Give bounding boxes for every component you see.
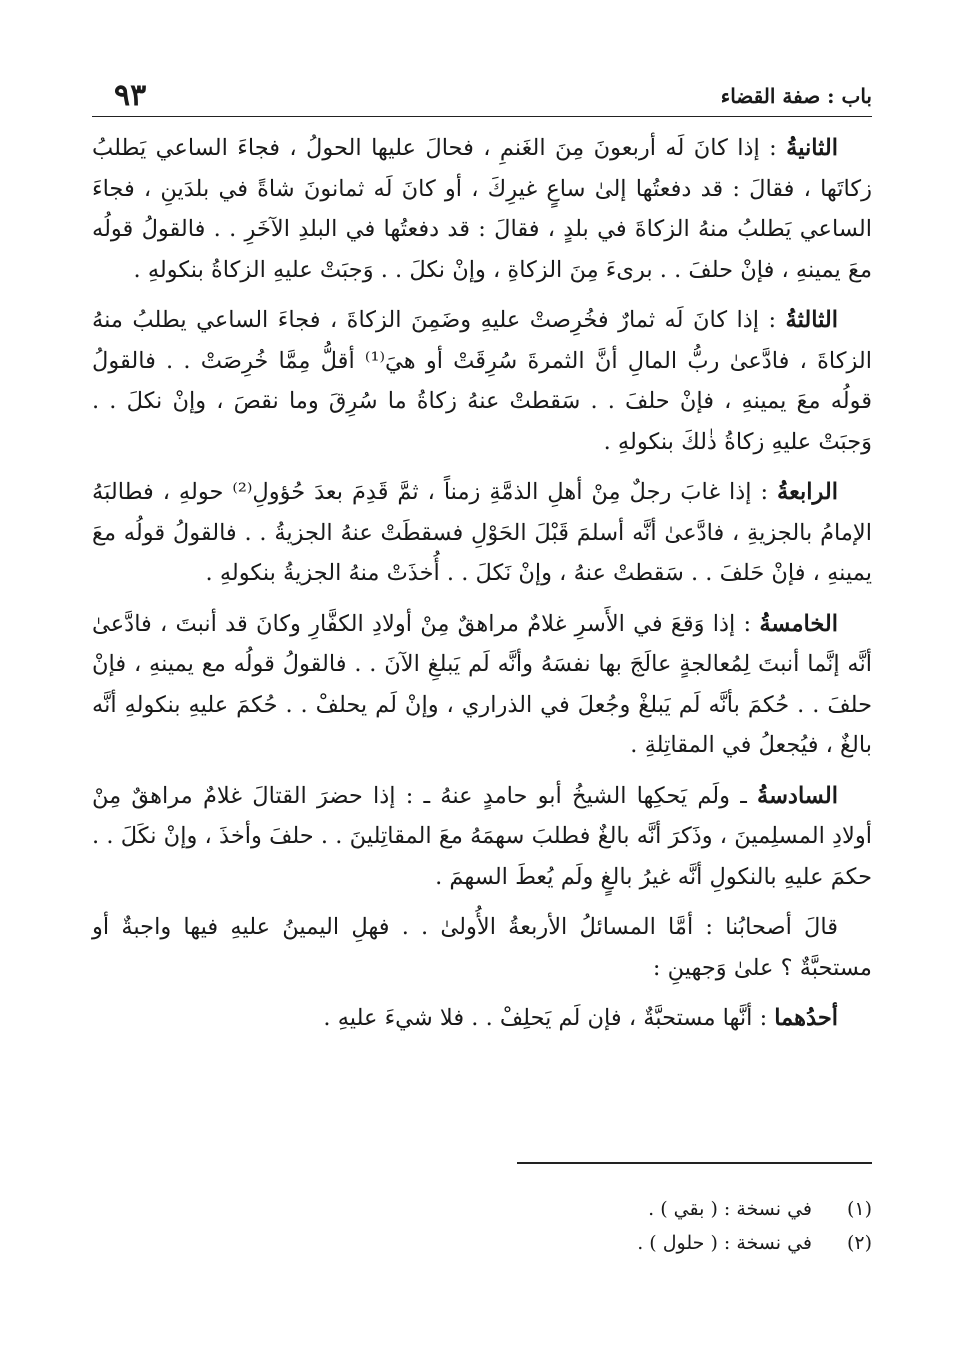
paragraph-text: ـ ولَم يَحكِها الشيخُ أبو حامدٍ عنهُ ـ : إذا حضرَ القتالَ غلامٌ مراهقٌ مِنْ أولادِ المسلِمينَ ، وذَكرَ أنَّه بالغٌ فطلبَ سهمَهُ معَ المقاتِلينَ . . حلفَ وأخذَ ، وإنْ نكَلَ . . حكمَ عليهِ بالنكولِ أنَّه غيرُ بالغٍ ولَم يُعطَ السهمَ .: [92, 782, 872, 890]
footnote-number: (٢): [846, 1232, 872, 1254]
paragraph-text: : أنَّها مستحبَّةٌ ، فإن لَم يَحلِفْ . . فلا شيءَ عليهِ .: [323, 1005, 775, 1031]
page-number: ٩٣: [114, 78, 147, 113]
case-term: الثالثةُ: [785, 307, 838, 333]
chapter-title: باب : صفة القضاء: [720, 84, 872, 108]
paragraph-first-view: [92, 998, 872, 1039]
case-term: السادسةُ: [757, 782, 838, 809]
footnote-text: في نسخة : ( حلول ) .: [637, 1232, 812, 1254]
paragraph-text: قالَ أصحابُنا : أمَّا المسائلُ الأربعةُ الأُولىٰ . . فهلِ اليمينُ عليهِ فيها واجبةٌ أو مستحبَّةٌ ؟ علىٰ وَجهينِ :: [92, 914, 872, 981]
case-term: الثانيةُ: [786, 135, 838, 161]
footnote-number: (١): [846, 1198, 872, 1220]
paragraph-companions-opinion: [92, 907, 872, 988]
case-term: الرابعةُ: [777, 479, 838, 505]
paragraph-third-case: [92, 300, 872, 462]
paragraph-text: : إذا كانَ لَه ثمارٌ فخُرِصتْ عليهِ وضَمِنَ الزكاةَ ، فجاءَ الساعي يطلبُ منهُ الزكاةَ ، فادَّعىٰ ربُّ المالِ أنَّ الثمرةَ سُرِقَتْ أو هيَ⁽¹⁾ أقلُّ مِمَّا خُرِصَتْ . . فالقولُ قولُه معَ يمينهِ ، فإنْ حلفَ . . سَقطتْ عنهُ زكاةُ ما سُرِقَ وما نقصَ ، وإنْ نكلَ . . وَجبَتْ عليهِ زكاةُ ذٰلكَ بنكولهِ .: [92, 307, 872, 455]
paragraph-text: : إذا غابَ رجلٌ مِنْ أهلِ الذمَّةِ زمناً ، ثمَّ قَدِمَ بعدَ حُؤولِ⁽²⁾ حولهِ ، فطالبَهُ الإمامُ بالجزيةِ ، فادَّعىٰ أنَّه أسلمَ قَبْلَ الحَوْلِ فسقطَتْ عنهُ الجزيةُ . . فالقولُ قولُه معَ يمينهِ ، فإنْ حَلفَ . . سَقطتْ عنهُ ، وإنْ نَكلَ . . أُخذَتْ منهُ الجزيةُ بنكولهِ .: [92, 479, 872, 586]
case-term: الخامسةُ: [759, 610, 838, 637]
footnote-text: في نسخة : ( بقي ) .: [648, 1198, 812, 1220]
header-divider: [92, 116, 872, 117]
paragraph-text: : إذا وَقعَ في الأَسرِ غلامٌ مراهقٌ مِنْ أولادِ الكفَّارِ وكانَ قد أنبتَ ، فادَّعىٰ أنَّه إنَّما أنبتَ لِمُعالجةٍ عالَجَ بها نفسَهُ وأنَّه لَم يَبلغِ الآنَ . . فالقولُ قولُه مع يمينهِ ، فإنْ حلفَ . . حُكمَ بأنَّه لَم يَبلغْ وجُعلَ في الذراري ، وإنْ لَم يحلفْ . . حُكمَ عليهِ بنكولهِ أنَّه بالغٌ ، فيُجعلُ في المقاتِلةِ .: [92, 610, 872, 758]
footnotes: [92, 1192, 872, 1260]
paragraph-sixth-case: [92, 776, 872, 898]
paragraph-fourth-case: [92, 472, 872, 594]
running-header: [92, 74, 872, 116]
main-text: [92, 128, 872, 1049]
paragraph-fifth-case: [92, 604, 872, 766]
footnote-divider: [517, 1162, 872, 1164]
footnote: [92, 1226, 872, 1260]
paragraph-second-case: [92, 128, 872, 290]
case-term: أحدُهما: [774, 1005, 838, 1031]
footnote: [92, 1192, 872, 1226]
paragraph-text: : إذا كانَ لَه أربعونَ مِنَ الغَنمِ ، فحالَ عليها الحولُ ، فجاءَ الساعي يَطلبُ زكاتَها ، فقالَ : قد دفعتُها إلىٰ ساعٍ غيرِكَ ، أو كانَ لَه ثمانونَ شاةً في بلدَينِ ، فجاءَ الساعي يَطلبُ منهُ الزكاةَ في بلدٍ ، فقالَ : قد دفعتُها في البلدِ الآخَرِ . . فالقولُ قولُه معَ يمينهِ ، فإنْ حلفَ . . برىءَ مِنَ الزكاةِ ، وإنْ نكلَ . . وَجبَتْ عليهِ الزكاةُ بنكولهِ .: [92, 135, 872, 283]
